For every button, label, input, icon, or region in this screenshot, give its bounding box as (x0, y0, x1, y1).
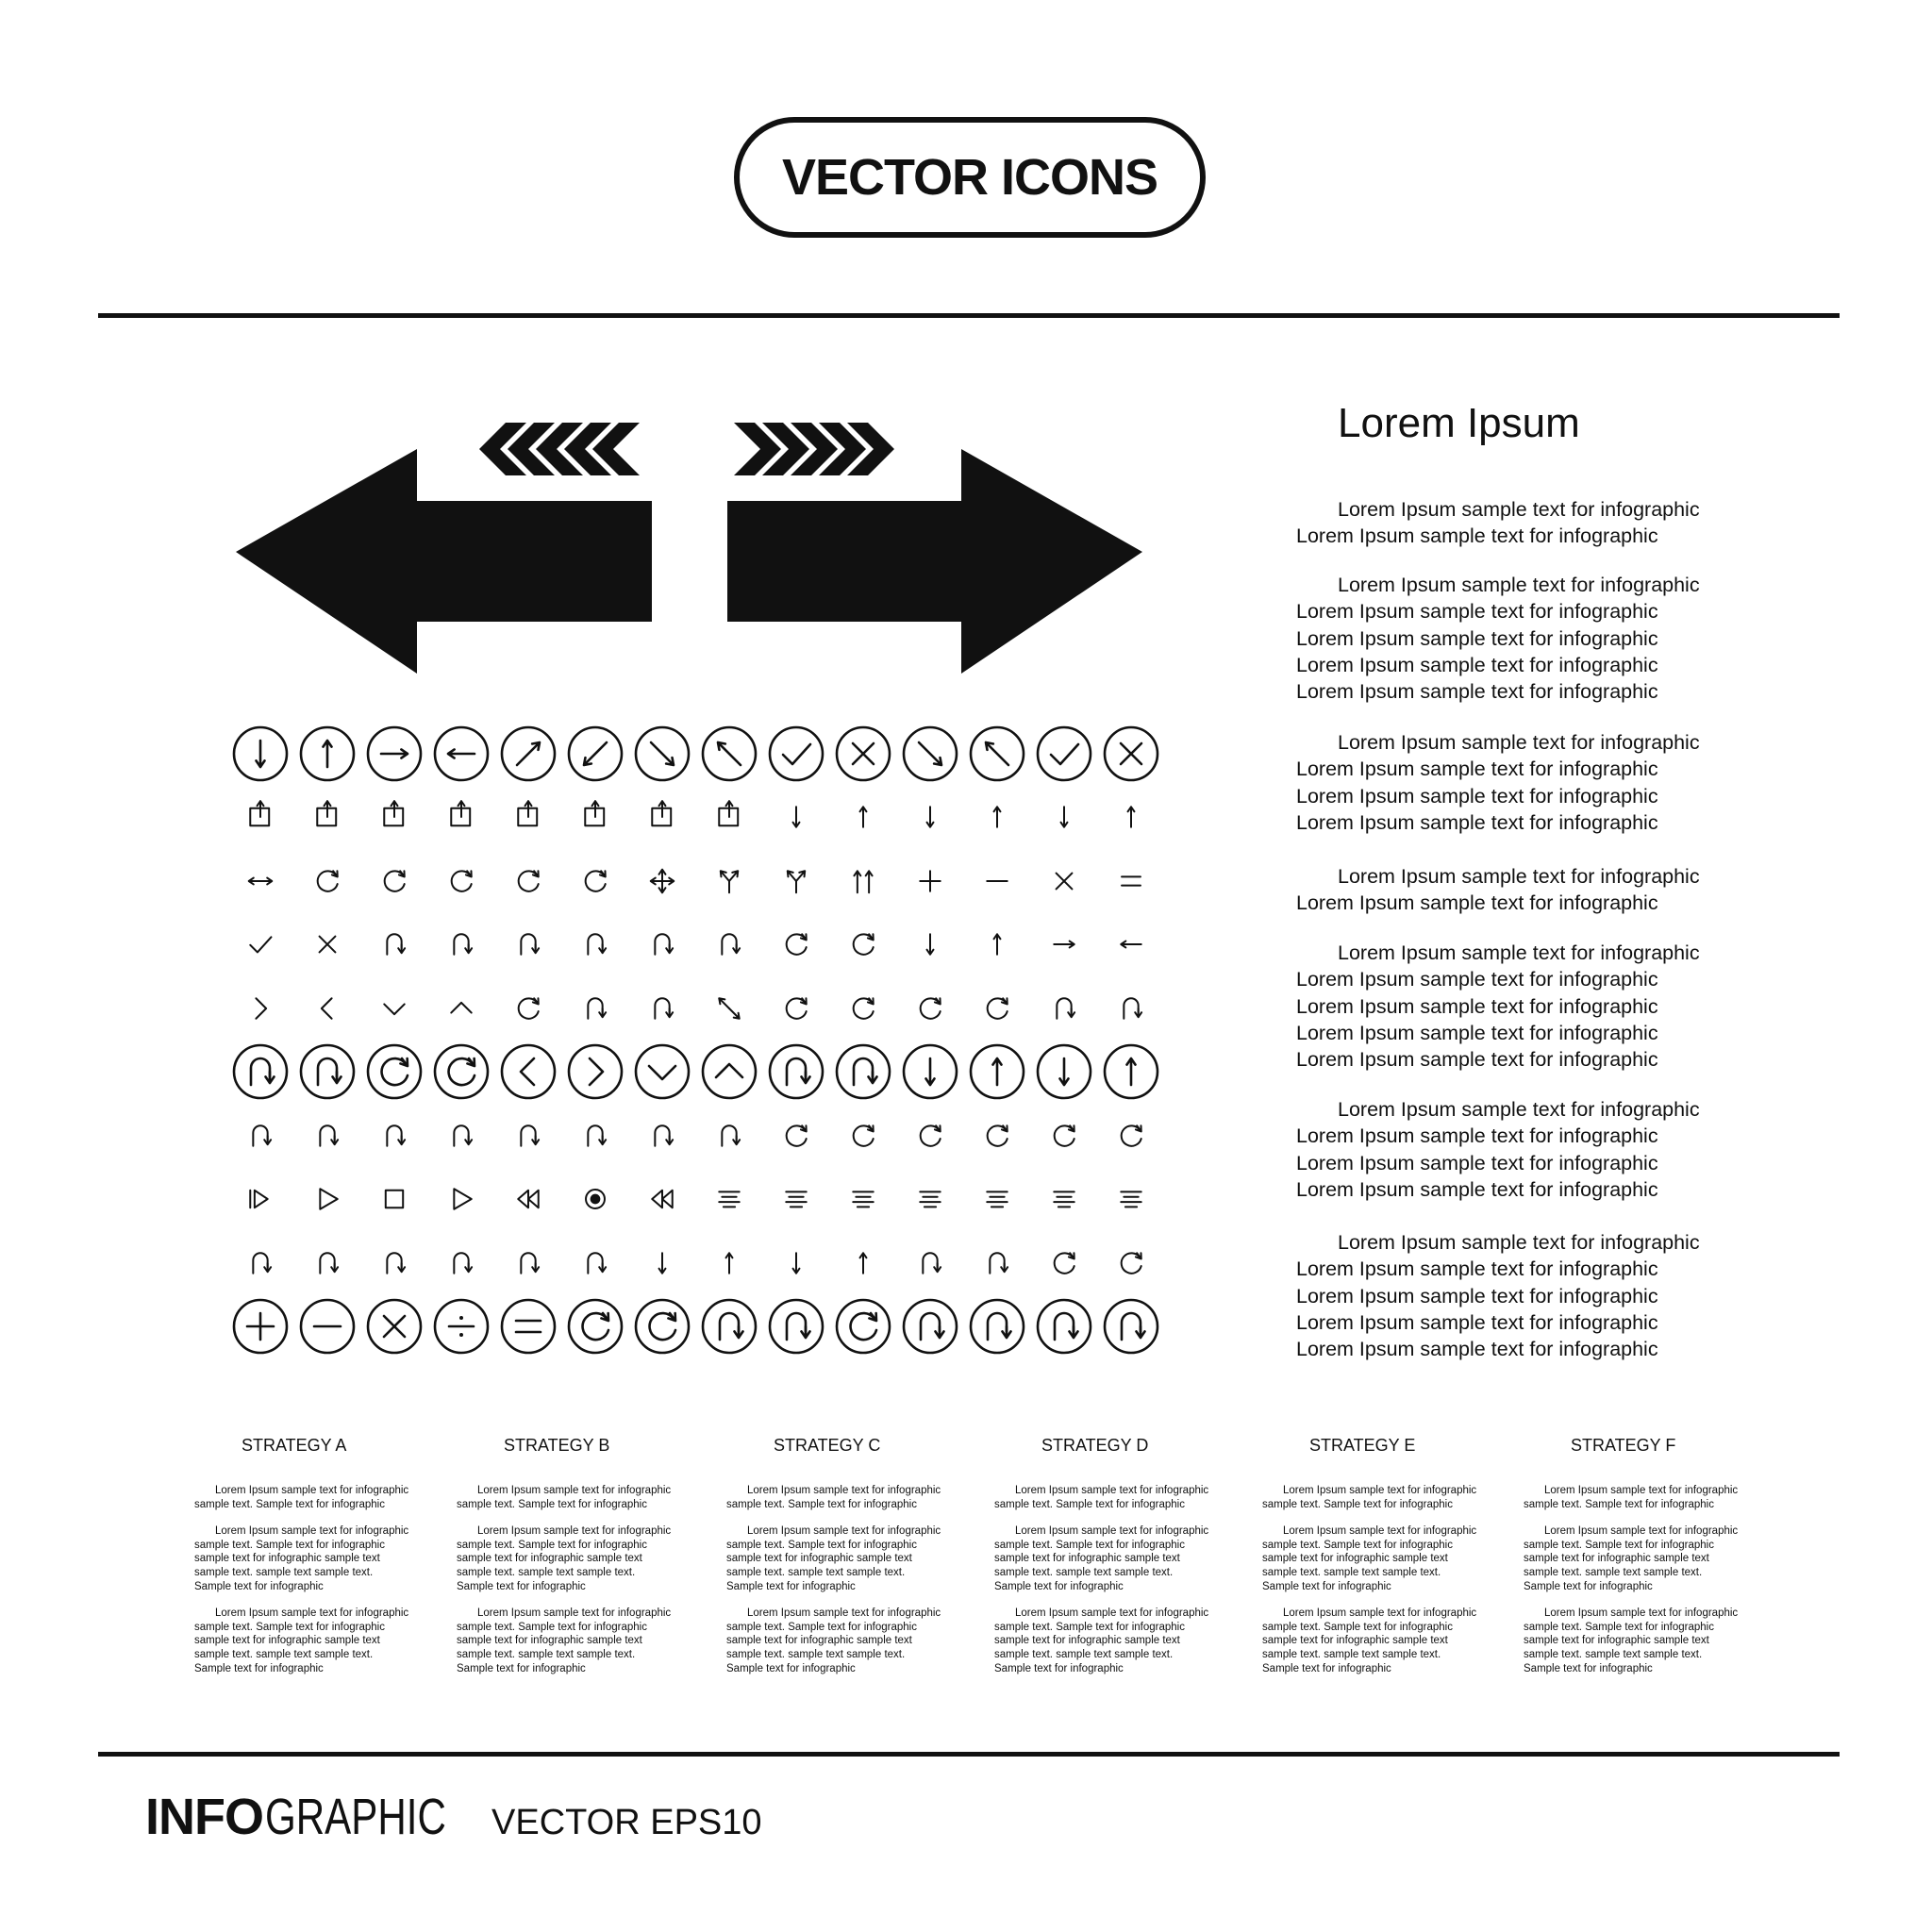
strategy-text-line: sample text. Sample text for infographic (726, 1539, 917, 1551)
side-text-block (1296, 496, 1700, 550)
redo-circle-icon (427, 1041, 494, 1105)
arrow-up-bar-icon (829, 786, 896, 850)
strategy-text-line: sample text. sample text sample text. (726, 1648, 906, 1660)
big-right-arrow-icon (727, 449, 1142, 674)
skip-back-icon (561, 976, 628, 1041)
strategy-text-line: sample text for infographic sample text (1524, 1635, 1709, 1647)
strategy-text-line: sample text. Sample text for infographic (994, 1539, 1185, 1551)
strategy-text-line: Sample text for infographic (457, 1580, 586, 1592)
undo-circle-icon (360, 1041, 427, 1105)
skip-forward-icon (628, 976, 695, 1041)
side-text-line: Lorem Ipsum sample text for infographic (1296, 680, 1658, 704)
side-text-block (1296, 1229, 1700, 1362)
box-loop-icon (494, 976, 561, 1041)
box-arrow-up-icon (494, 786, 561, 850)
strategy-text-line: sample text for infographic sample text (457, 1553, 642, 1565)
side-text-line: Lorem Ipsum sample text for infographic (1296, 1048, 1658, 1072)
zigzag-arrow-icon (360, 1231, 427, 1295)
u-turn-up-icon (360, 913, 427, 977)
align-left-icon (963, 1168, 1030, 1232)
side-text-line: Lorem Ipsum sample text for infographic (1296, 891, 1658, 915)
arrow-up-icon (829, 1231, 896, 1295)
box-arrow-left-icon (293, 786, 360, 850)
strategy-text-line: sample text. sample text sample text. (994, 1648, 1174, 1660)
curve-up-icon (494, 1104, 561, 1168)
strategy-text-line: Sample text for infographic (1524, 1662, 1653, 1674)
recycle-icon (1030, 1231, 1097, 1295)
redo-icon (829, 913, 896, 977)
strategy-text-line: sample text. Sample text for infographic (457, 1539, 647, 1551)
strategy-paragraph (1262, 1484, 1507, 1511)
strategy-text-line: Lorem Ipsum sample text for infographic (477, 1485, 672, 1496)
strategy-text-line: sample text. Sample text for infographic (994, 1621, 1185, 1633)
arrow-down-right-circle-icon (896, 722, 963, 786)
strategy-text-line: Lorem Ipsum sample text for infographic (215, 1607, 409, 1620)
loop-arrow-icon (829, 1104, 896, 1168)
redo-icon (1030, 1104, 1097, 1168)
side-text-block (1296, 572, 1700, 705)
arrow-left-circle-icon (427, 722, 494, 786)
arrow-up-right-circle-icon (494, 722, 561, 786)
footer (145, 1788, 762, 1846)
forward-circle-icon (829, 1041, 896, 1105)
box-arrow-down-icon (561, 786, 628, 850)
right-chevrons-icon (734, 423, 894, 475)
strategy-text-line: sample text. Sample text for infographic (1524, 1621, 1714, 1633)
strategy-text-line: sample text. Sample text for infographic (994, 1498, 1185, 1510)
strategy-text-line: sample text. sample text sample text. (457, 1648, 636, 1660)
return-right-circle-icon (293, 1041, 360, 1105)
side-text-line: Lorem Ipsum sample text for infographic (1338, 731, 1700, 754)
strategy-paragraph (457, 1484, 702, 1511)
strategy-paragraph (194, 1484, 440, 1511)
curve-down-icon (695, 1104, 762, 1168)
split-arrow-icon (762, 849, 829, 913)
turn-left-circle-icon (1030, 1295, 1097, 1359)
equals-circle-icon (494, 1295, 561, 1359)
turn-up-icon (360, 1104, 427, 1168)
strategy-text-line: Lorem Ipsum sample text for infographic (215, 1485, 409, 1496)
arrows-left-right-icon (226, 849, 293, 913)
side-text-line: Lorem Ipsum sample text for infographic (1338, 574, 1700, 596)
strategy-text-line: Lorem Ipsum sample text for infographic (1544, 1525, 1739, 1538)
strategy-text-line: sample text for infographic sample text (457, 1635, 642, 1647)
u-turn-circle-icon (896, 1295, 963, 1359)
side-text-line: Lorem Ipsum sample text for infographic (1296, 968, 1658, 991)
strategy-text-line: sample text for infographic sample text (1262, 1635, 1448, 1647)
chevron-right-circle-icon (561, 1041, 628, 1105)
repeat-icon (896, 1104, 963, 1168)
undo-icon (762, 913, 829, 977)
strategy-paragraph (457, 1607, 702, 1675)
arrow-down-left-circle-icon (561, 722, 628, 786)
turn-up-circle-icon (695, 1295, 762, 1359)
strategy-paragraph (1262, 1607, 1507, 1675)
step-forward-icon (226, 1168, 293, 1232)
close-circle-icon (1097, 722, 1164, 786)
side-text-line: Lorem Ipsum sample text for infographic (1296, 525, 1658, 548)
strategy-text-line: sample text. Sample text for infographic (1262, 1539, 1453, 1551)
strategy-text-line: Lorem Ipsum sample text for infographic (1015, 1607, 1209, 1620)
strategy-text-line: sample text. Sample text for infographic (457, 1621, 647, 1633)
rotate-left-icon (561, 849, 628, 913)
strategy-paragraph (726, 1524, 972, 1593)
strategy-column (1524, 1436, 1769, 1689)
strategy-text-line: sample text. sample text sample text. (1524, 1566, 1703, 1578)
strategy-text-line: sample text. sample text sample text. (194, 1566, 374, 1578)
strategy-text-line: sample text. Sample text for infographic (1524, 1539, 1714, 1551)
split-arrow-icon (695, 849, 762, 913)
strategy-text-line: sample text. sample text sample text. (1262, 1648, 1441, 1660)
side-text-line: Lorem Ipsum sample text for infographic (1296, 994, 1658, 1018)
swirl-arrow-icon (293, 1231, 360, 1295)
chevron-up-circle-icon (695, 1041, 762, 1105)
check-circle-icon (1030, 722, 1097, 786)
arrow-up-left-circle-icon (963, 722, 1030, 786)
turn-right-circle-icon (1097, 1295, 1164, 1359)
plus-icon (896, 849, 963, 913)
arrow-down-right-circle-icon (628, 722, 695, 786)
side-text-line: Lorem Ipsum sample text for infographic (1296, 1257, 1658, 1281)
arrow-right-icon (1030, 913, 1097, 977)
strategy-paragraph (1524, 1484, 1769, 1511)
turn-up-left-icon (494, 913, 561, 977)
u-turn-down-icon (427, 913, 494, 977)
big-left-arrow-icon (236, 449, 652, 674)
strategy-title: STRATEGY B (504, 1436, 610, 1455)
side-text-line: Lorem Ipsum sample text for infographic (1296, 600, 1658, 624)
times-icon (293, 913, 360, 977)
strategy-text-line: Sample text for infographic (994, 1580, 1124, 1592)
curve-up-icon (561, 1104, 628, 1168)
chevron-down-icon (360, 976, 427, 1041)
strategy-text-line: Lorem Ipsum sample text for infographic (747, 1525, 941, 1538)
arrow-down-circle-icon (896, 1041, 963, 1105)
rewind-icon (628, 1168, 695, 1232)
strategy-title: STRATEGY F (1571, 1436, 1676, 1455)
chevron-down-circle-icon (628, 1041, 695, 1105)
strategy-text-line: Sample text for infographic (994, 1662, 1124, 1674)
align-justify-icon (1097, 1168, 1164, 1232)
strategy-text-line: sample text. Sample text for infographic (1262, 1498, 1453, 1510)
loop-icon (963, 976, 1030, 1041)
strategy-text-line: Sample text for infographic (726, 1580, 856, 1592)
arrow-down-icon (628, 1231, 695, 1295)
strategy-text-line: sample text. Sample text for infographic (194, 1621, 385, 1633)
arrow-up-circle-icon (293, 722, 360, 786)
arrow-down-bar-icon (1030, 786, 1097, 850)
footer-bold-text: INFO (145, 1789, 263, 1845)
curved-up-icon (1097, 976, 1164, 1041)
strategy-paragraph (994, 1607, 1240, 1675)
strategy-text-line: sample text for infographic sample text (726, 1553, 912, 1565)
curve-down-icon (628, 1104, 695, 1168)
strategy-column (994, 1436, 1240, 1689)
strategy-title: STRATEGY D (1041, 1436, 1149, 1455)
strategy-paragraph (726, 1484, 972, 1511)
strategy-text-line: Lorem Ipsum sample text for infographic (1283, 1485, 1477, 1496)
strategy-text-line: sample text. sample text sample text. (1262, 1566, 1441, 1578)
align-left-icon (695, 1168, 762, 1232)
undo-icon (1097, 1104, 1164, 1168)
rotate-right-icon (494, 849, 561, 913)
side-text-line: Lorem Ipsum sample text for infographic (1296, 626, 1658, 650)
side-text-line: Lorem Ipsum sample text for infographic (1296, 1338, 1658, 1361)
strategy-text-line: sample text. Sample text for infographic (1524, 1498, 1714, 1510)
side-text-line: Lorem Ipsum sample text for infographic (1296, 758, 1658, 781)
strategy-text-line: sample text for infographic sample text (994, 1553, 1180, 1565)
box-arrow-right-icon (695, 786, 762, 850)
play-icon (293, 1168, 360, 1232)
repeat-icon (963, 1104, 1030, 1168)
minus-circle-icon (293, 1295, 360, 1359)
turn-up-circle-icon (762, 1295, 829, 1359)
arrow-up-circle-icon (1097, 1041, 1164, 1105)
plus-circle-icon (226, 1295, 293, 1359)
divide-circle-icon (427, 1295, 494, 1359)
strategy-text-line: sample text. sample text sample text. (994, 1566, 1174, 1578)
arrow-up-bar-icon (963, 786, 1030, 850)
strategy-paragraph (1524, 1607, 1769, 1675)
turn-right-icon (427, 1104, 494, 1168)
minus-icon (963, 849, 1030, 913)
strategy-paragraph (1524, 1524, 1769, 1593)
strategy-text-line: Lorem Ipsum sample text for infographic (1283, 1607, 1477, 1620)
strategy-text-line: Sample text for infographic (726, 1662, 856, 1674)
strategy-text-line: Sample text for infographic (1524, 1580, 1653, 1592)
strategy-column (726, 1436, 972, 1689)
strategy-text-line: sample text. Sample text for infographic (1262, 1621, 1453, 1633)
strategy-text-line: Lorem Ipsum sample text for infographic (477, 1607, 672, 1620)
fast-forward-icon (494, 1168, 561, 1232)
rotate-left-circle-icon (829, 1295, 896, 1359)
strategy-paragraph (994, 1484, 1240, 1511)
equals-icon (1097, 849, 1164, 913)
zigzag-arrow-icon (427, 1231, 494, 1295)
align-right-icon (896, 1168, 963, 1232)
reply-circle-icon (762, 1041, 829, 1105)
strategy-text-line: Lorem Ipsum sample text for infographic (747, 1485, 941, 1496)
side-panel-title: Lorem Ipsum (1338, 400, 1580, 446)
arrow-up-icon (963, 913, 1030, 977)
strategy-paragraph (726, 1607, 972, 1675)
title-pill (734, 117, 1206, 238)
box-arrow-down-icon (226, 786, 293, 850)
chevron-right-icon (226, 976, 293, 1041)
strategy-text-line: Sample text for infographic (1262, 1662, 1391, 1674)
arrow-down-bar-icon (762, 786, 829, 850)
times-icon (1030, 849, 1097, 913)
side-text-line: Lorem Ipsum sample text for infographic (1338, 1098, 1700, 1121)
side-text-line: Lorem Ipsum sample text for infographic (1296, 784, 1658, 808)
arrow-up-left-circle-icon (695, 722, 762, 786)
reply-icon (896, 1231, 963, 1295)
align-center-icon (1030, 1168, 1097, 1232)
turn-arrows-icon (1030, 976, 1097, 1041)
loop-arrow-icon (762, 1104, 829, 1168)
align-justify-icon (829, 1168, 896, 1232)
strategy-text-line: Lorem Ipsum sample text for infographic (1015, 1485, 1209, 1496)
bottom-divider (98, 1752, 1840, 1757)
footer-suffix: VECTOR EPS10 (491, 1803, 762, 1842)
side-text-line: Lorem Ipsum sample text for infographic (1296, 1151, 1658, 1174)
strategy-title: STRATEGY C (774, 1436, 881, 1455)
undo-icon (1097, 1231, 1164, 1295)
left-chevrons-icon (479, 423, 640, 475)
arrow-up-circle-icon (963, 1041, 1030, 1105)
return-right-icon (695, 913, 762, 977)
box-arrow-right-icon (360, 786, 427, 850)
arrow-down-bar-icon (896, 786, 963, 850)
side-text-line: Lorem Ipsum sample text for infographic (1296, 1177, 1658, 1201)
expand-icon (695, 976, 762, 1041)
strategy-title: STRATEGY E (1309, 1436, 1416, 1455)
strategy-text-line: sample text. Sample text for infographic (726, 1621, 917, 1633)
arrow-left-icon (1097, 913, 1164, 977)
strategy-text-line: Lorem Ipsum sample text for infographic (1015, 1525, 1209, 1538)
move-icon (628, 849, 695, 913)
arrow-down-icon (896, 913, 963, 977)
strategy-text-line: sample text. Sample text for infographic (457, 1498, 647, 1510)
check-icon (226, 913, 293, 977)
arrows-in-icon (226, 1231, 293, 1295)
strategy-paragraph (994, 1524, 1240, 1593)
top-divider (98, 313, 1840, 318)
turn-left-icon (226, 1104, 293, 1168)
arrow-up-bar-icon (1097, 786, 1164, 850)
strategy-text-line: sample text for infographic sample text (194, 1635, 380, 1647)
side-text-line: Lorem Ipsum sample text for infographic (1338, 941, 1700, 964)
refresh-icon (427, 849, 494, 913)
side-text-block (1296, 1096, 1700, 1203)
strategy-text-line: sample text for infographic sample text (726, 1635, 912, 1647)
strategy-column (1262, 1436, 1507, 1689)
strategy-text-line: sample text. Sample text for infographic (726, 1498, 917, 1510)
reply-icon (494, 1231, 561, 1295)
stop-icon (360, 1168, 427, 1232)
icon-grid (226, 722, 1164, 1358)
refresh-icon (360, 849, 427, 913)
strategy-text-line: Lorem Ipsum sample text for infographic (1544, 1607, 1739, 1620)
side-text-line: Lorem Ipsum sample text for infographic (1338, 498, 1700, 521)
loop-icon (896, 976, 963, 1041)
strategy-text-line: sample text for infographic sample text (994, 1635, 1180, 1647)
side-text-block (1296, 729, 1700, 836)
box-arrow-up-icon (427, 786, 494, 850)
strategy-text-line: Lorem Ipsum sample text for infographic (215, 1525, 409, 1538)
side-text-block (1296, 863, 1700, 917)
forward-icon (963, 1231, 1030, 1295)
strategy-text-line: sample text. sample text sample text. (457, 1566, 636, 1578)
strategy-text-line: Sample text for infographic (194, 1662, 324, 1674)
loop-icon (762, 976, 829, 1041)
strategy-text-line: sample text. sample text sample text. (1524, 1648, 1703, 1660)
arrow-right-circle-icon (360, 722, 427, 786)
chevron-up-icon (427, 976, 494, 1041)
strategy-text-line: sample text. Sample text for infographic (194, 1498, 385, 1510)
side-text-line: Lorem Ipsum sample text for infographic (1296, 1021, 1658, 1044)
close-circle-icon (829, 722, 896, 786)
strategy-text-line: Sample text for infographic (1262, 1580, 1391, 1592)
side-text-line: Lorem Ipsum sample text for infographic (1296, 1310, 1658, 1334)
side-text-line: Lorem Ipsum sample text for infographic (1338, 865, 1700, 888)
left-right-arrows-graphic (236, 415, 1160, 698)
strategy-paragraph (194, 1607, 440, 1675)
arrow-down-icon (762, 1231, 829, 1295)
strategy-text-line: sample text. sample text sample text. (726, 1566, 906, 1578)
side-text-block (1296, 940, 1700, 1073)
strategy-text-line: Sample text for infographic (194, 1580, 324, 1592)
side-text-line: Lorem Ipsum sample text for infographic (1296, 1284, 1658, 1307)
footer-light-text: GRAPHIC (265, 1789, 446, 1845)
strategy-text-line: sample text for infographic sample text (1524, 1553, 1709, 1565)
arrow-down-circle-icon (226, 722, 293, 786)
return-left-circle-icon (226, 1041, 293, 1105)
strategy-text-line: sample text for infographic sample text (1262, 1553, 1448, 1565)
strategy-text-line: Sample text for infographic (457, 1662, 586, 1674)
close-circle-icon (360, 1295, 427, 1359)
recycle-icon (293, 849, 360, 913)
chevron-left-circle-icon (494, 1041, 561, 1105)
u-turn-circle-icon (963, 1295, 1030, 1359)
strategy-text-line: sample text. Sample text for infographic (194, 1539, 385, 1551)
strategy-text-line: sample text for infographic sample text (194, 1553, 380, 1565)
side-text-line: Lorem Ipsum sample text for infographic (1296, 810, 1658, 834)
return-left-icon (628, 913, 695, 977)
strategy-column (457, 1436, 702, 1689)
u-turn-icon (293, 1104, 360, 1168)
side-text-line: Lorem Ipsum sample text for infographic (1296, 1124, 1658, 1148)
side-text-line: Lorem Ipsum sample text for infographic (1338, 1231, 1700, 1254)
loop-icon (829, 976, 896, 1041)
strategy-title: STRATEGY A (242, 1436, 347, 1455)
strategy-column (194, 1436, 440, 1689)
undo-circle-icon (561, 1295, 628, 1359)
strategy-paragraph (194, 1524, 440, 1593)
align-center-icon (762, 1168, 829, 1232)
page-title: VECTOR ICONS (781, 149, 1158, 206)
strategy-paragraph (1262, 1524, 1507, 1593)
play-icon (427, 1168, 494, 1232)
arrow-up-icon (695, 1231, 762, 1295)
check-circle-icon (762, 722, 829, 786)
record-icon (561, 1168, 628, 1232)
strategy-paragraph (457, 1524, 702, 1593)
forward-icon (561, 1231, 628, 1295)
strategy-text-line: Lorem Ipsum sample text for infographic (477, 1525, 672, 1538)
double-arrow-up-icon (829, 849, 896, 913)
chevron-left-icon (293, 976, 360, 1041)
strategy-text-line: sample text. sample text sample text. (194, 1648, 374, 1660)
redo-circle-icon (628, 1295, 695, 1359)
strategy-text-line: Lorem Ipsum sample text for infographic (747, 1607, 941, 1620)
arrow-down-circle-icon (1030, 1041, 1097, 1105)
turn-up-right-icon (561, 913, 628, 977)
side-text-line: Lorem Ipsum sample text for infographic (1296, 653, 1658, 676)
strategy-text-line: Lorem Ipsum sample text for infographic (1283, 1525, 1477, 1538)
box-arrow-left-icon (628, 786, 695, 850)
strategy-text-line: Lorem Ipsum sample text for infographic (1544, 1485, 1739, 1496)
